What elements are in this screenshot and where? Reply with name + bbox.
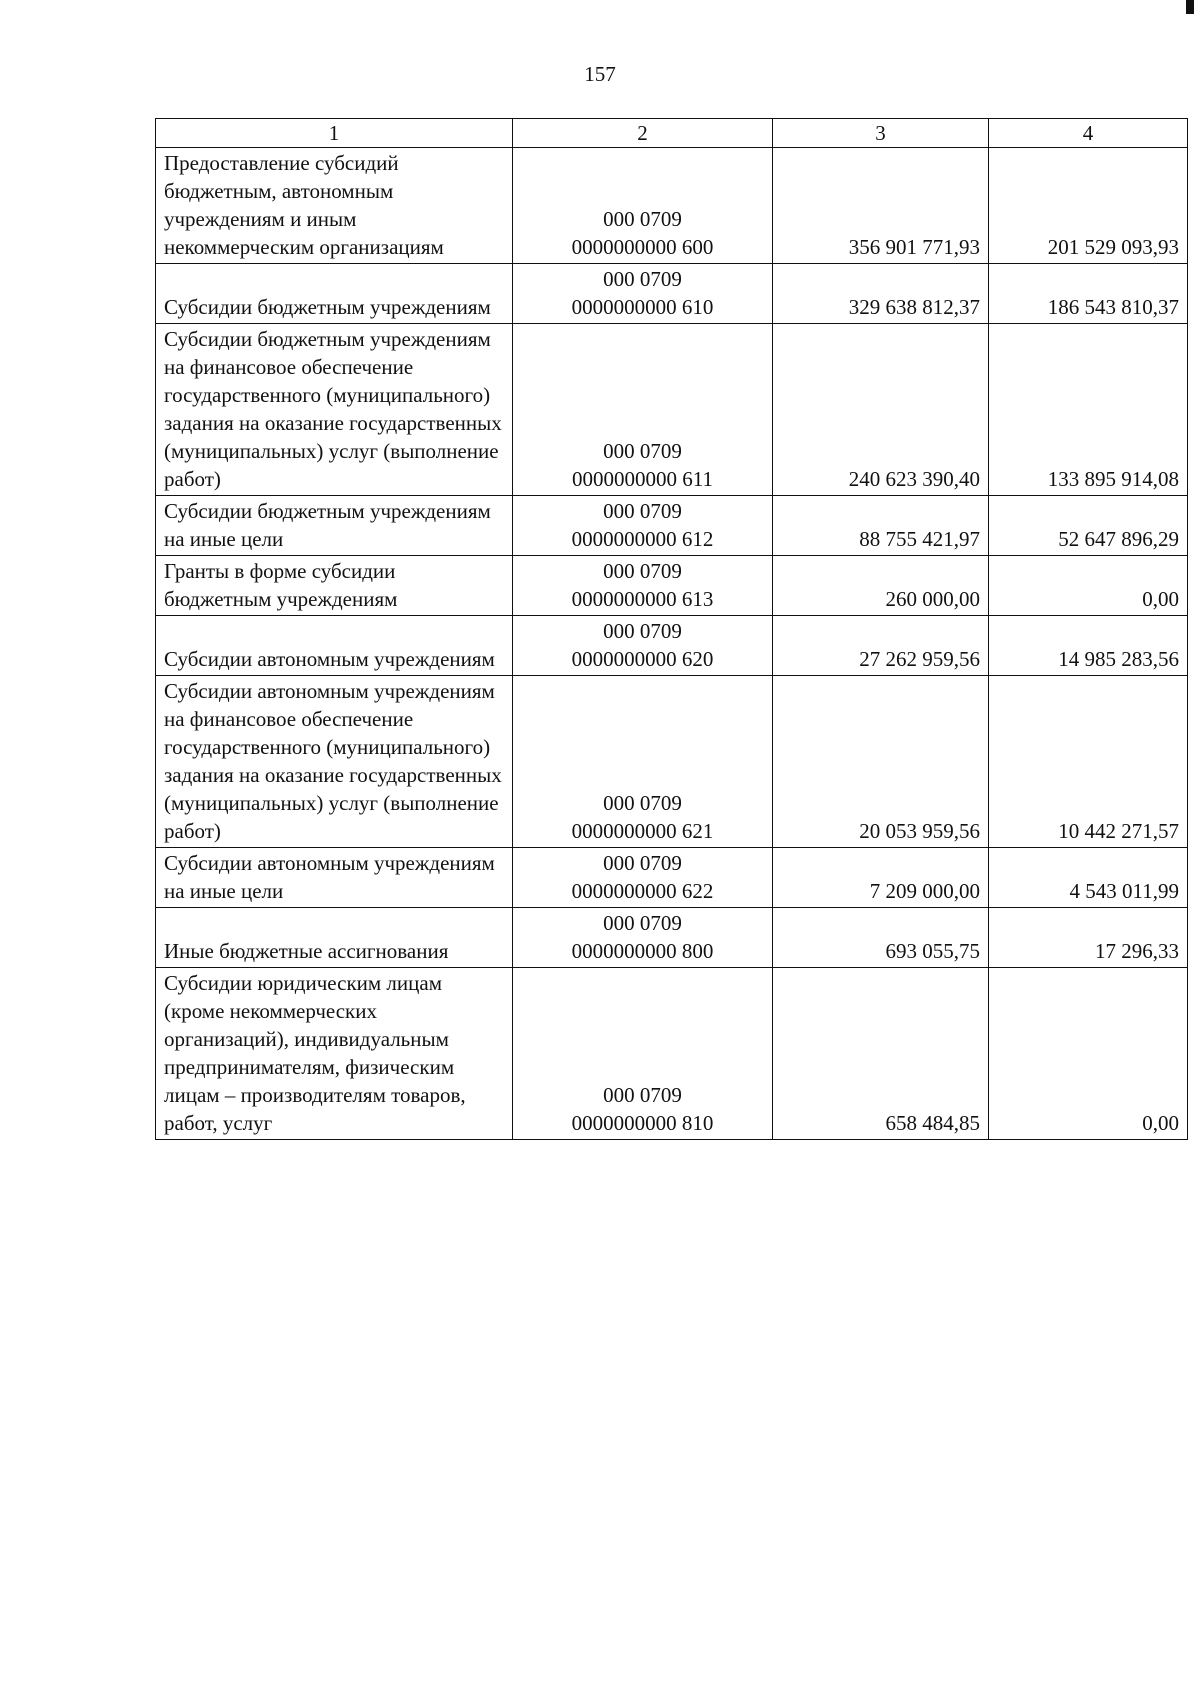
row-name: Иные бюджетные ассигнования — [156, 908, 513, 968]
row-value-3: 7 209 000,00 — [773, 848, 989, 908]
header-row — [156, 119, 1188, 148]
row-code — [513, 908, 773, 968]
row-code — [513, 148, 773, 264]
row-code-line-1: 000 0709 — [603, 499, 682, 523]
row-code-line-2: 0000000000 622 — [571, 879, 714, 903]
table-row — [156, 496, 1188, 556]
scan-corner-mark — [1186, 0, 1194, 14]
row-code-line-1: 000 0709 — [603, 619, 682, 643]
column-header-3: 3 — [773, 119, 989, 148]
row-name: Гранты в форме субсидии бюджетным учреждениям — [156, 556, 513, 616]
row-code-line-2: 0000000000 810 — [571, 1111, 714, 1135]
row-name: Субсидии автономным учреждениям на финансовое обеспечение государственного (муниципального) задания на оказание государственных (муниципальных) услуг (выполнение работ) — [156, 676, 513, 848]
row-value-4: 0,00 — [989, 968, 1188, 1140]
row-code-line-1: 000 0709 — [603, 911, 682, 935]
row-name: Субсидии юридическим лицам (кроме некоммерческих организаций), индивидуальным предпринимателям, физическим лицам – производителям товаров, работ, услуг — [156, 968, 513, 1140]
row-code-line-2: 0000000000 610 — [571, 295, 714, 319]
row-code-line-1: 000 0709 — [603, 439, 682, 463]
table-row — [156, 968, 1188, 1140]
column-header-1: 1 — [156, 119, 513, 148]
row-code-line-1: 000 0709 — [603, 267, 682, 291]
row-code-line-2: 0000000000 612 — [571, 527, 714, 551]
page-number: 157 — [584, 62, 616, 86]
row-name: Субсидии автономным учреждениям — [156, 616, 513, 676]
row-code — [513, 968, 773, 1140]
row-value-3: 20 053 959,56 — [773, 676, 989, 848]
table-row — [156, 556, 1188, 616]
row-value-4: 10 442 271,57 — [989, 676, 1188, 848]
row-name: Субсидии бюджетным учреждениям на иные цели — [156, 496, 513, 556]
row-code — [513, 848, 773, 908]
table-row — [156, 848, 1188, 908]
row-code-line-1: 000 0709 — [603, 559, 682, 583]
row-value-4: 14 985 283,56 — [989, 616, 1188, 676]
row-value-4: 4 543 011,99 — [989, 848, 1188, 908]
table-row — [156, 324, 1188, 496]
row-code-line-2: 0000000000 613 — [571, 587, 714, 611]
row-code-line-1: 000 0709 — [603, 851, 682, 875]
row-code — [513, 676, 773, 848]
column-header-4: 4 — [989, 119, 1188, 148]
row-code — [513, 556, 773, 616]
row-value-3: 329 638 812,37 — [773, 264, 989, 324]
budget-table — [155, 118, 1188, 1140]
table-row — [156, 148, 1188, 264]
row-code — [513, 324, 773, 496]
row-value-3: 356 901 771,93 — [773, 148, 989, 264]
row-value-3: 260 000,00 — [773, 556, 989, 616]
row-code — [513, 264, 773, 324]
row-value-3: 27 262 959,56 — [773, 616, 989, 676]
row-code — [513, 496, 773, 556]
row-name: Субсидии автономным учреждениям на иные цели — [156, 848, 513, 908]
row-code-line-1: 000 0709 — [603, 791, 682, 815]
row-code-line-2: 0000000000 600 — [571, 235, 714, 259]
table-row — [156, 676, 1188, 848]
table-row — [156, 908, 1188, 968]
table-row — [156, 264, 1188, 324]
row-code — [513, 616, 773, 676]
row-value-4: 52 647 896,29 — [989, 496, 1188, 556]
row-name: Субсидии бюджетным учреждениям — [156, 264, 513, 324]
row-value-4: 17 296,33 — [989, 908, 1188, 968]
row-code-line-2: 0000000000 621 — [571, 819, 714, 843]
row-value-3: 693 055,75 — [773, 908, 989, 968]
row-value-3: 658 484,85 — [773, 968, 989, 1140]
row-code-line-2: 0000000000 620 — [571, 647, 714, 671]
row-value-4: 201 529 093,93 — [989, 148, 1188, 264]
row-value-4: 133 895 914,08 — [989, 324, 1188, 496]
row-value-3: 240 623 390,40 — [773, 324, 989, 496]
column-header-2: 2 — [513, 119, 773, 148]
row-value-3: 88 755 421,97 — [773, 496, 989, 556]
row-code-line-2: 0000000000 800 — [571, 939, 714, 963]
row-code-line-1: 000 0709 — [603, 1083, 682, 1107]
row-code-line-2: 0000000000 611 — [572, 467, 713, 491]
table-row — [156, 616, 1188, 676]
row-value-4: 0,00 — [989, 556, 1188, 616]
row-name: Предоставление субсидий бюджетным, автономным учреждениям и иным некоммерческим организациям — [156, 148, 513, 264]
row-value-4: 186 543 810,37 — [989, 264, 1188, 324]
row-name: Субсидии бюджетным учреждениям на финансовое обеспечение государственного (муниципального) задания на оказание государственных (муниципальных) услуг (выполнение работ) — [156, 324, 513, 496]
row-code-line-1: 000 0709 — [603, 207, 682, 231]
